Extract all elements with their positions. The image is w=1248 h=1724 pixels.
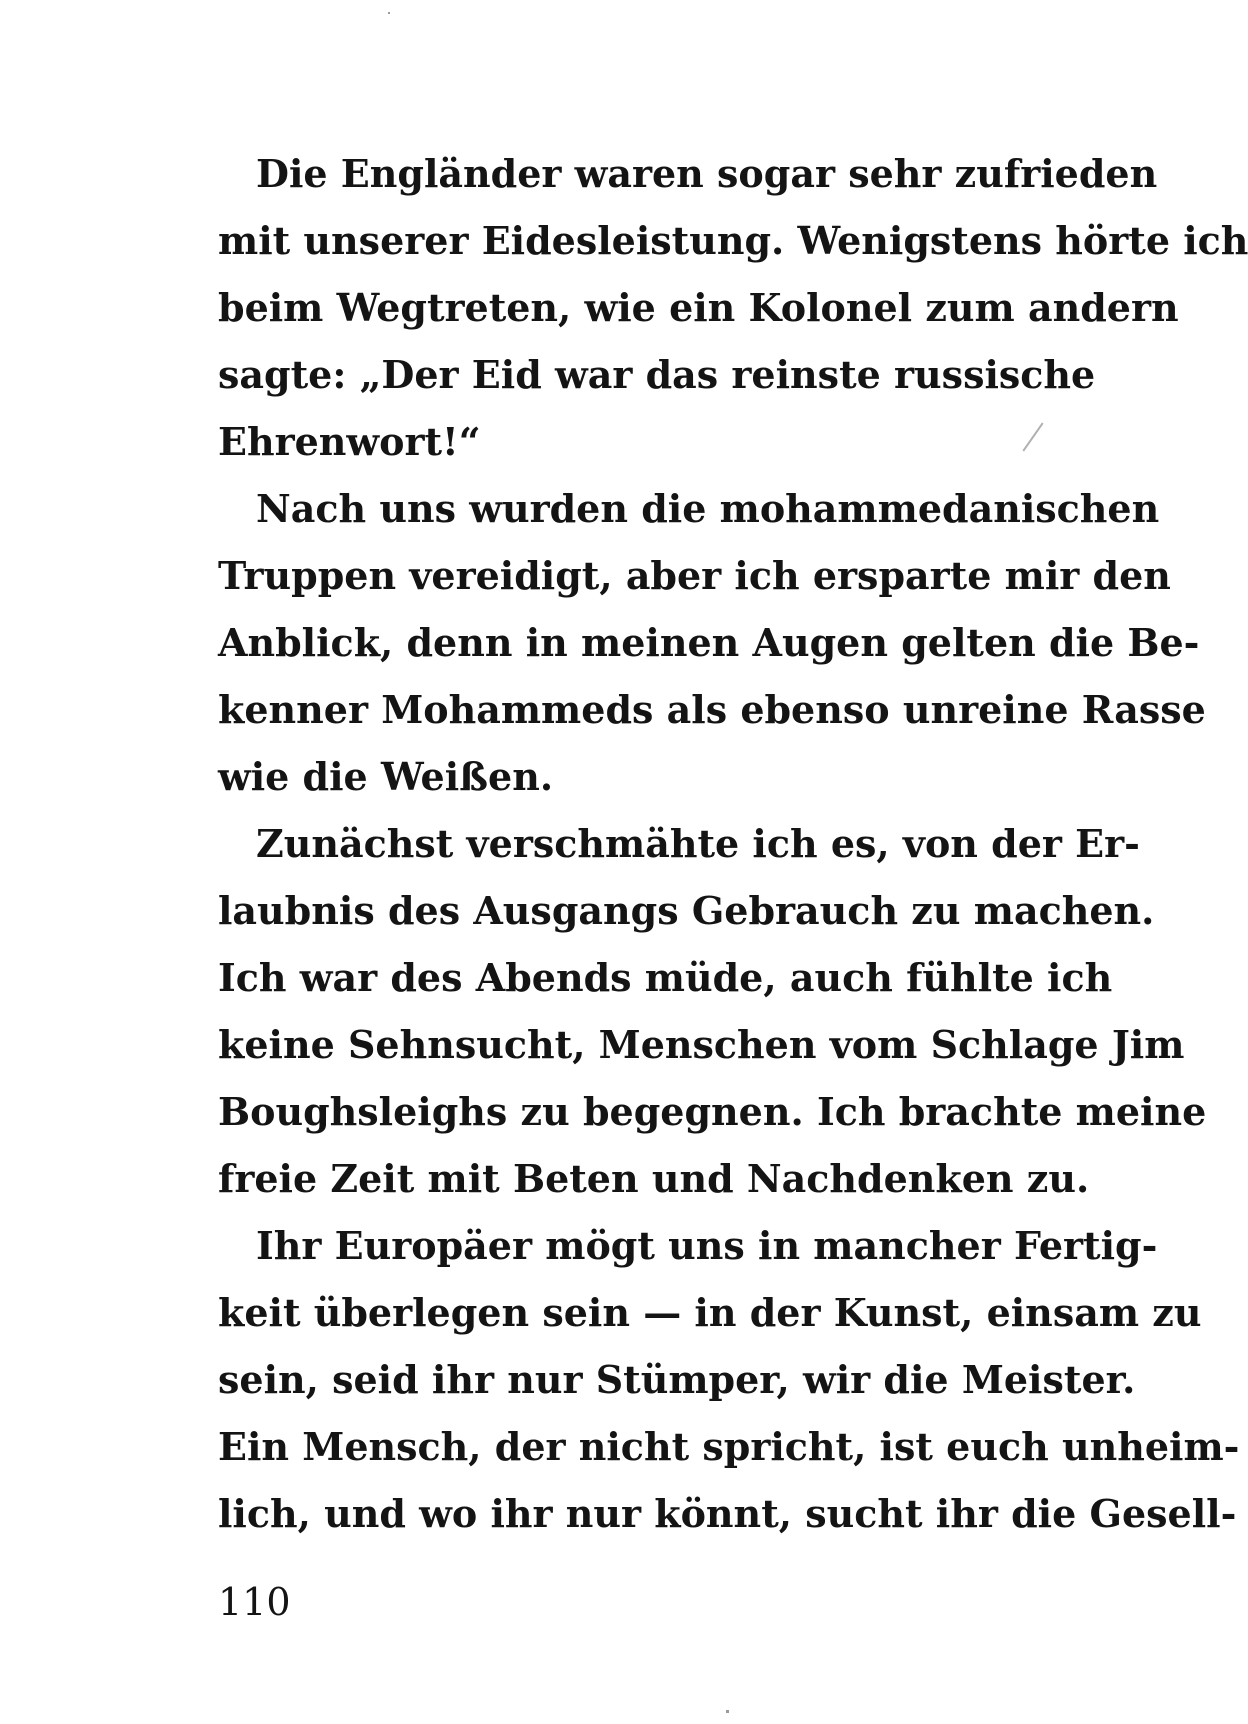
text-line: Nach uns wurden die mohammedanischen	[256, 486, 1160, 531]
text-line: Ich war des Abends müde, auch fühlte ich	[218, 955, 1113, 1000]
text-line: sagte: „Der Eid war das reinste russische	[218, 352, 1096, 397]
text-line: sein, seid ihr nur Stümper, wir die Meister.	[218, 1357, 1136, 1402]
text-line: Anblick, denn in meinen Augen gelten die Be-	[218, 620, 1200, 665]
text-line: kenner Mohammeds als ebenso unreine Rasse	[218, 687, 1206, 732]
text-line: Ehrenwort!“	[218, 419, 481, 464]
text-line: lich, und wo ihr nur könnt, sucht ihr die Gesell-	[218, 1491, 1237, 1536]
text-line: Die Engländer waren sogar sehr zufrieden	[256, 151, 1158, 196]
body-text	[218, 140, 1248, 1547]
scan-speck	[388, 12, 390, 14]
text-line: keine Sehnsucht, Menschen vom Schlage Jim	[218, 1022, 1185, 1067]
text-line: Truppen vereidigt, aber ich ersparte mir den	[218, 553, 1171, 598]
text-line: Zunächst verschmähte ich es, von der Er-	[256, 821, 1140, 866]
text-line: Ihr Europäer mögt uns in mancher Fertig-	[256, 1223, 1158, 1268]
text-line: Boughsleighs zu begegnen. Ich brachte meine	[218, 1089, 1207, 1134]
text-line: freie Zeit mit Beten und Nachdenken zu.	[218, 1156, 1090, 1201]
scan-speck	[726, 1710, 729, 1713]
text-line: mit unserer Eidesleistung. Wenigstens hörte ich	[218, 218, 1248, 263]
page-number: 110	[218, 1580, 291, 1624]
text-line: Ein Mensch, der nicht spricht, ist euch unheim-	[218, 1424, 1240, 1469]
text-line: wie die Weißen.	[218, 754, 554, 799]
text-line: keit überlegen sein — in der Kunst, einsam zu	[218, 1290, 1202, 1335]
text-line: beim Wegtreten, wie ein Kolonel zum andern	[218, 285, 1179, 330]
text-line: laubnis des Ausgangs Gebrauch zu machen.	[218, 888, 1155, 933]
